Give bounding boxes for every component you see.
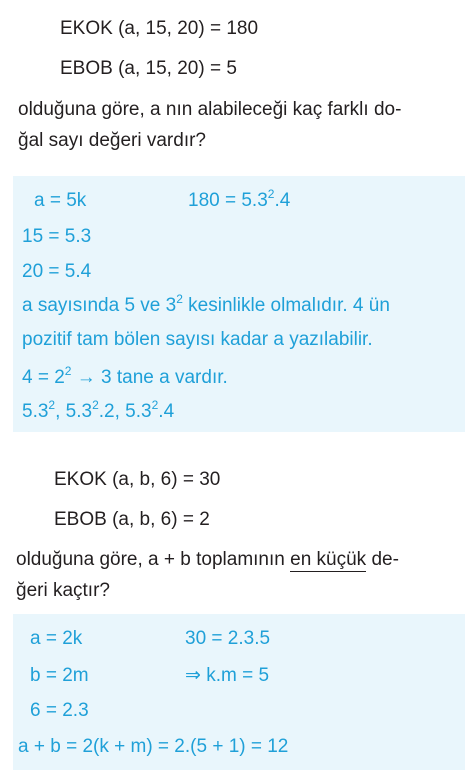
question-1-line-2: ğal sayı değeri vardır? (18, 130, 206, 151)
solution-2-factorization-30: 30 = 2.3.5 (185, 628, 271, 649)
solution-2-final-answer: a + b = 2(k + m) = 2.(5 + 1) = 12 (18, 736, 289, 757)
question-2-line-1: olduğuna göre, a + b toplamının en küçük de- (16, 549, 399, 570)
solution-2-a-equals: a = 2k (30, 628, 83, 649)
solution-1-explanation-line-1: a sayısında 5 ve $3^2$ kesinlikle olmalıdır. 4 ün (22, 291, 390, 316)
ebob-equation-1: EBOB (a, 15, 20) = 5 (60, 58, 237, 79)
solution-1-values-list: $5.3^2$, $5.3^2.2$, $5.3^2.4$ (22, 397, 175, 422)
solution-2-factorization-6: 6 = 2.3 (30, 700, 89, 721)
solution-1-factorization-180: $180 = 5.3^2.4$ (188, 186, 291, 211)
question-2-line-2: ğeri kaçtır? (16, 580, 110, 601)
solution-2-km-product: ⇒ k.m = 5 (185, 665, 270, 686)
ekok-equation-1: EKOK (a, 15, 20) = 180 (60, 18, 259, 39)
ekok-equation-2: EKOK (a, b, 6) = 30 (54, 469, 221, 490)
solution-1-divisor-count: $4 = 2^2 \to 3$ tane a vardır. (22, 363, 228, 388)
solution-1-factorization-15: 15 = 5.3 (22, 226, 92, 247)
emphasis-underline: en küçük (290, 549, 367, 570)
solution-1-factorization-20: 20 = 5.4 (22, 261, 92, 282)
question-1-line-1: olduğuna göre, a nın alabileceği kaç farklı do- (18, 99, 402, 120)
ebob-equation-2: EBOB (a, b, 6) = 2 (54, 509, 210, 530)
solution-2-b-equals: b = 2m (30, 665, 89, 686)
solution-1-explanation-line-2: pozitif tam bölen sayısı kadar a yazılabilir. (22, 329, 373, 350)
solution-1-a-equals: a = 5k (34, 190, 87, 211)
